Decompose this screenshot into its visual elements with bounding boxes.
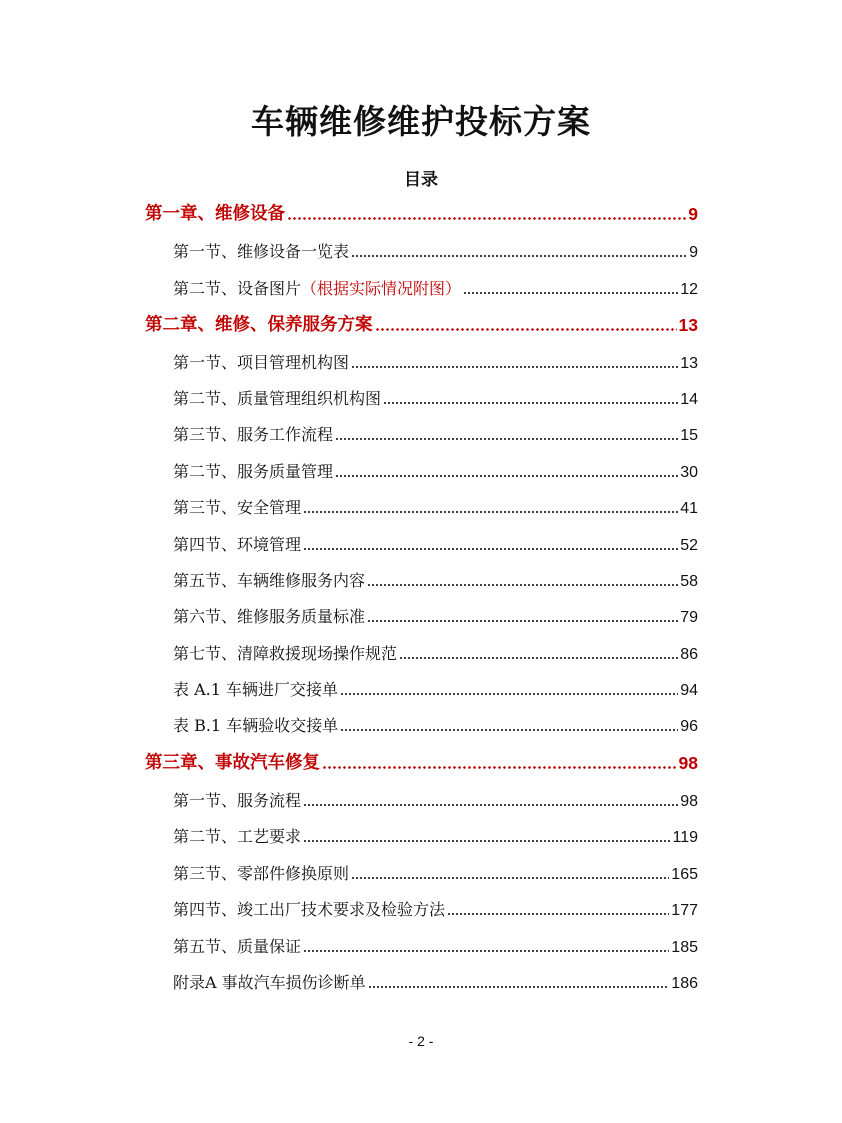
toc-section[interactable] <box>173 347 698 373</box>
toc-section[interactable] <box>173 529 698 555</box>
toc-section[interactable] <box>173 821 698 847</box>
toc-leader-dots <box>351 255 687 257</box>
toc-leader-dots <box>303 548 678 550</box>
toc-leader-dots <box>463 292 678 294</box>
toc-page-number: 15 <box>680 427 698 444</box>
toc-page-number: 14 <box>680 391 698 408</box>
toc-page-number: 13 <box>680 355 698 372</box>
toc-leader-dots <box>322 766 677 769</box>
toc-section[interactable] <box>173 674 698 700</box>
toc-label <box>173 276 461 299</box>
toc-leader-dots <box>367 584 678 586</box>
toc-leader-dots <box>287 217 686 220</box>
toc-label: 第一节、服务流程 <box>173 791 302 810</box>
toc-page-number: 119 <box>672 829 698 846</box>
toc-leader-dots <box>335 438 678 440</box>
toc-page-number: 98 <box>678 753 698 773</box>
toc-page-number: 9 <box>689 244 698 261</box>
toc-label: 附录A 事故汽车损伤诊断单 <box>173 973 366 992</box>
toc-chapter[interactable] <box>145 199 698 225</box>
toc-leader-dots <box>447 913 669 915</box>
toc-section[interactable] <box>173 236 698 262</box>
toc-page-number: 96 <box>680 718 698 735</box>
toc-label: 第五节、车辆维修服务内容 <box>173 571 366 590</box>
toc-leader-dots <box>303 950 669 952</box>
toc-label: 表 B.1 车辆验收交接单 <box>173 716 339 735</box>
toc-label: 第二节、质量管理组织机构图 <box>173 389 382 408</box>
toc-page-number: 185 <box>671 939 698 956</box>
toc-page-number: 165 <box>671 866 698 883</box>
toc-label: 第四节、环境管理 <box>173 535 302 554</box>
toc-label: 第三节、安全管理 <box>173 498 302 517</box>
toc-page-number: 9 <box>688 204 698 224</box>
toc-section[interactable] <box>173 456 698 482</box>
toc-label: 第一节、项目管理机构图 <box>173 353 350 372</box>
toc-page-number: 94 <box>680 682 698 699</box>
toc-section[interactable] <box>173 419 698 445</box>
toc-section[interactable] <box>173 931 698 957</box>
toc-label: 第六节、维修服务质量标准 <box>173 607 366 626</box>
toc-label: 第二节、服务质量管理 <box>173 462 334 481</box>
toc-page-number: 177 <box>671 902 698 919</box>
toc-page-number: 58 <box>680 573 698 590</box>
toc-label-note: （根据实际情况附图） <box>301 279 462 298</box>
toc-leader-dots <box>340 729 678 731</box>
toc-page-number: 41 <box>680 500 698 517</box>
toc-leader-dots <box>340 693 678 695</box>
toc-label: 第七节、清障救援现场操作规范 <box>173 644 398 663</box>
toc-label: 第三节、零部件修换原则 <box>173 864 350 883</box>
toc-leader-dots <box>368 986 670 988</box>
toc-leader-dots <box>303 804 678 806</box>
toc-chapter[interactable] <box>145 310 698 336</box>
toc-page-number: 98 <box>680 793 698 810</box>
toc-leader-dots <box>303 840 670 842</box>
toc-leader-dots <box>351 877 669 879</box>
toc-leader-dots <box>335 475 678 477</box>
toc-leader-dots <box>351 366 678 368</box>
toc-label: 第二章、维修、保养服务方案 <box>145 315 373 335</box>
toc-label: 第一节、维修设备一览表 <box>173 242 350 261</box>
toc-section[interactable] <box>173 858 698 884</box>
toc-section[interactable] <box>173 383 698 409</box>
toc-page-number: 86 <box>680 646 698 663</box>
toc-section[interactable] <box>173 894 698 920</box>
toc-label-main: 第二节、设备图片 <box>173 279 302 298</box>
document-title: 车辆维修维护投标方案 <box>251 102 591 141</box>
toc-label: 第一章、维修设备 <box>145 204 285 224</box>
toc-leader-dots <box>367 620 678 622</box>
toc-section[interactable] <box>173 785 698 811</box>
toc-section[interactable] <box>173 273 698 299</box>
toc-label: 第五节、质量保证 <box>173 937 302 956</box>
toc-section[interactable] <box>173 638 698 664</box>
toc-leader-dots <box>303 511 678 513</box>
toc-page-number: 12 <box>680 281 698 298</box>
toc-label: 第二节、工艺要求 <box>173 827 302 846</box>
toc-page-number: 30 <box>680 464 698 481</box>
toc-label: 第三章、事故汽车修复 <box>145 753 320 773</box>
toc-chapter[interactable] <box>145 748 698 774</box>
toc-section[interactable] <box>173 565 698 591</box>
toc-leader-dots <box>375 328 677 331</box>
toc-heading: 目录 <box>404 170 438 190</box>
toc-leader-dots <box>383 402 678 404</box>
toc-label: 表 A.1 车辆进厂交接单 <box>173 680 338 699</box>
toc-page-number: 79 <box>680 609 698 626</box>
toc-section[interactable] <box>173 967 698 993</box>
toc-section[interactable] <box>173 710 698 736</box>
toc-leader-dots <box>399 657 678 659</box>
toc-section[interactable] <box>173 492 698 518</box>
toc-label: 第三节、服务工作流程 <box>173 425 334 444</box>
toc-section[interactable] <box>173 601 698 627</box>
toc-label: 第四节、竣工出厂技术要求及检验方法 <box>173 900 446 919</box>
toc-page-number: 52 <box>680 537 698 554</box>
page-number-footer: - 2 - <box>408 1033 434 1049</box>
toc-page-number: 13 <box>678 315 698 335</box>
toc-page-number: 186 <box>671 975 698 992</box>
